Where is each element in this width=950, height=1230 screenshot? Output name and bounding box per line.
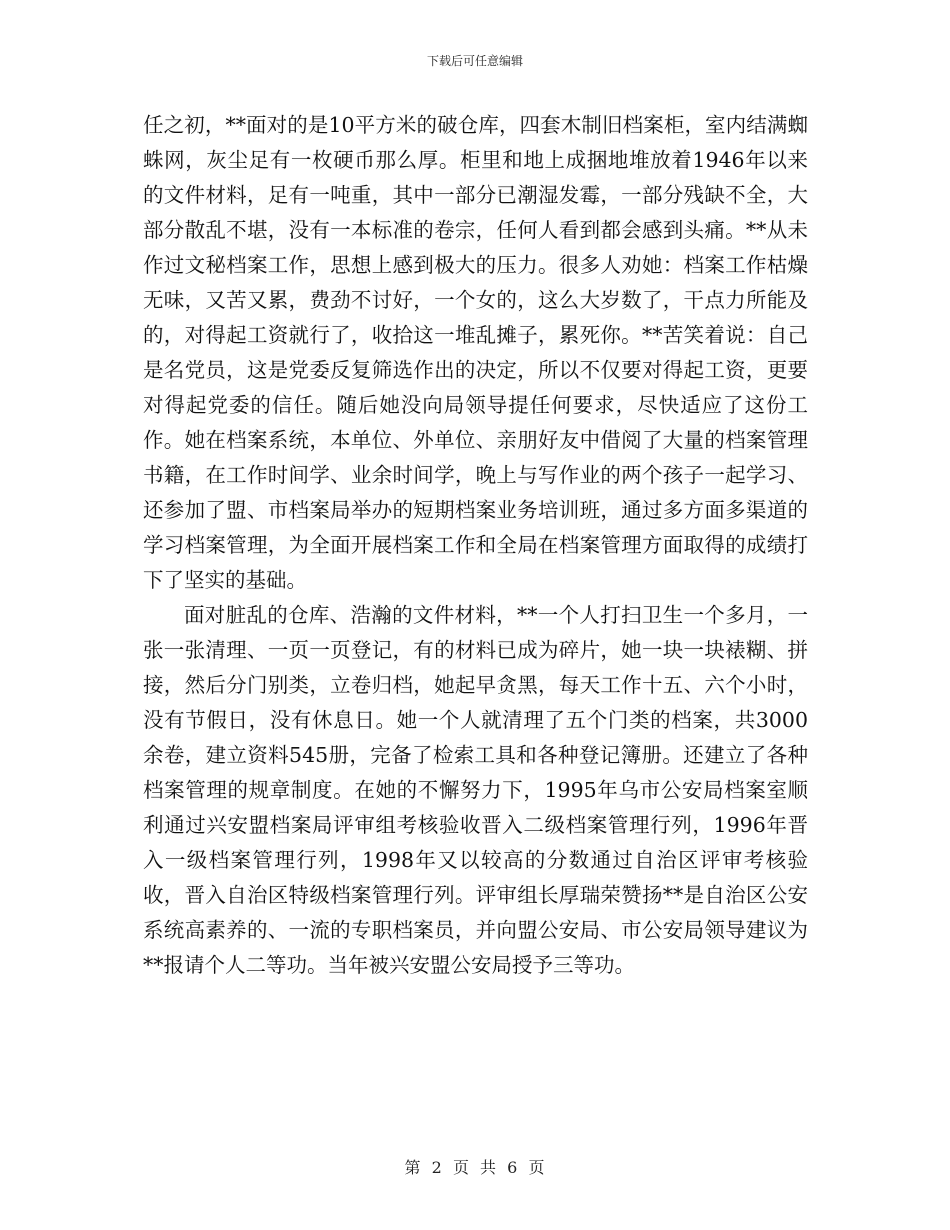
footer-suffix: 页	[528, 1158, 546, 1177]
total-pages-number: 6	[507, 1158, 519, 1177]
current-page-number: 2	[431, 1158, 443, 1177]
document-body	[143, 108, 808, 983]
page-header	[0, 52, 950, 69]
page-footer	[0, 1155, 950, 1178]
paragraph-1: 任之初，**面对的是10平方米的破仓库，四套木制旧档案柜，室内结满蜘蛛网，灰尘足有一枚硬币那么厚。柜里和地上成捆地堆放着1946年以来的文件材料，足有一吨重，其中一部分已潮湿发霉，一部分残缺不全，大部分散乱不堪，没有一本标准的卷宗，任何人看到都会感到头痛。**从未作过文秘档案工作，思想上感到极大的压力。很多人劝她：档案工作枯燥无味，又苦又累，费劲不讨好，一个女的，这么大岁数了，干点力所能及的，对得起工资就行了，收拾这一堆乱摊子，累死你。**苦笑着说：自己是名党员，这是党委反复筛选作出的决定，所以不仅要对得起工资，更要对得起党委的信任。随后她没向局领导提任何要求，尽快适应了这份工作。她在档案系统，本单位、外单位、亲朋好友中借阅了大量的档案管理书籍，在工作时间学、业余时间学，晚上与写作业的两个孩子一起学习、还参加了盟、市档案局举办的短期档案业务培训班，通过多方面多渠道的学习档案管理，为全面开展档案工作和全局在档案管理方面取得的成绩打下了坚实的基础。	[143, 113, 808, 592]
footer-page-unit: 页	[452, 1158, 470, 1177]
header-text: 下载后可任意编辑	[426, 54, 523, 68]
footer-prefix: 第	[404, 1158, 422, 1177]
paragraph-2: 面对脏乱的仓库、浩瀚的文件材料，**一个人打扫卫生一个多月，一张一张清理、一页一页登记，有的材料已成为碎片，她一块一块裱糊、拼接，然后分门别类，立卷归档，她起早贪黑，每天工作十五、六个小时，没有节假日，没有休息日。她一个人就清理了五个门类的档案，共3000余卷，建立资料545册，完备了检索工具和各种登记簿册。还建立了各种档案管理的规章制度。在她的不懈努力下，1995年乌市公安局档案室顺利通过兴安盟档案局评审组考核验收晋入二级档案管理行列，1996年晋入一级档案管理行列，1998年又以较高的分数通过自治区评审考核验收，晋入自治区特级档案管理行列。评审组长厚瑞荣赞扬**是自治区公安系统高素养的、一流的专职档案员，并向盟公安局、市公安局领导建议为**报请个人二等功。当年被兴安盟公安局授予三等功。	[143, 603, 808, 977]
footer-total-label: 共	[480, 1158, 498, 1177]
